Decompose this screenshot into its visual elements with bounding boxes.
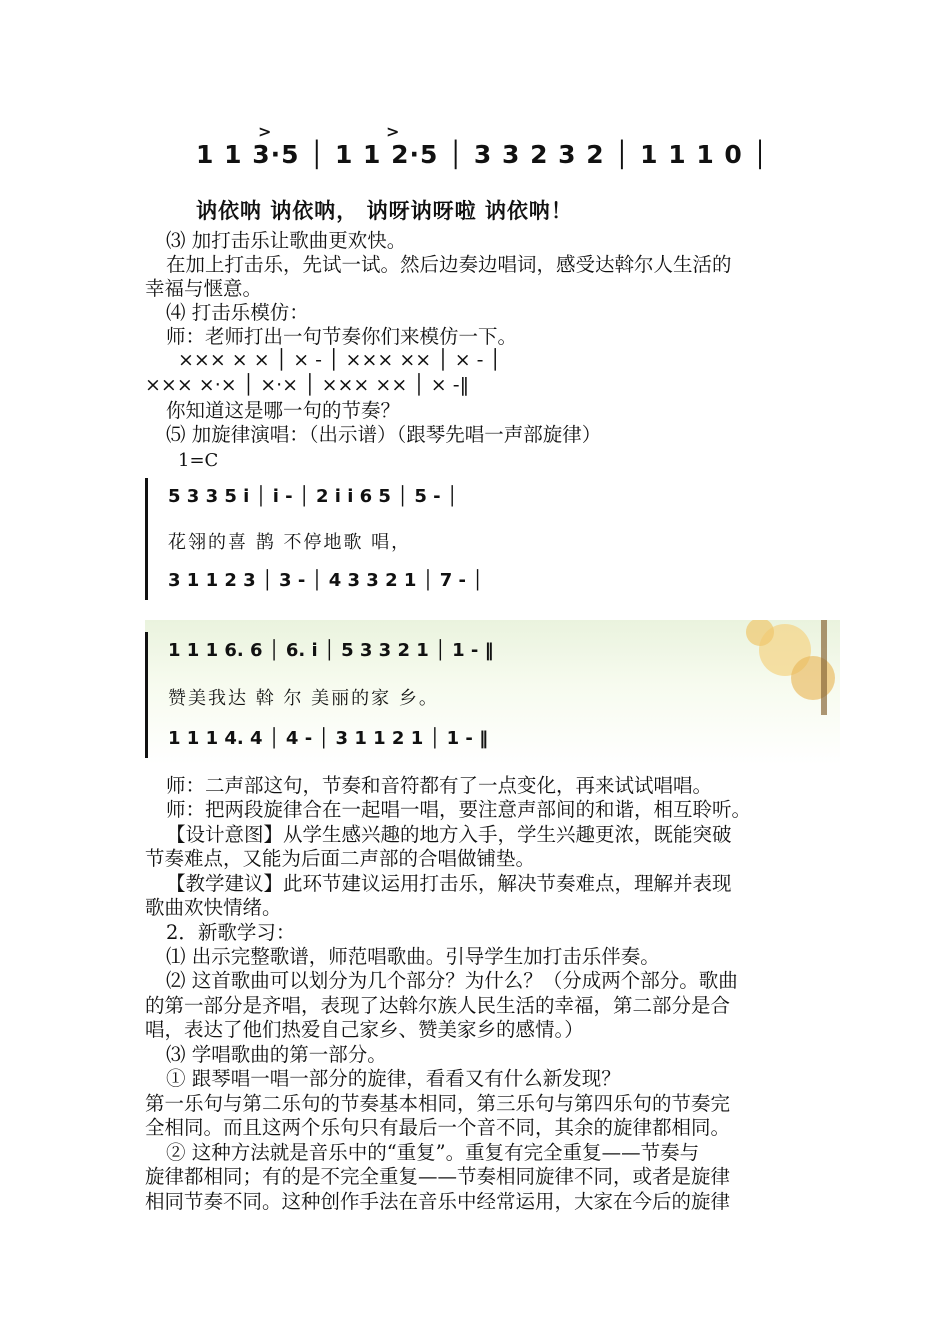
text-line: ⑵ 这首歌曲可以划分为几个部分？为什么？（分成两个部分。歌曲 [166,969,738,992]
system-bracket [145,478,158,600]
text-line: 【设计意图】从学生感兴趣的地方入手，学生兴趣更浓，既能突破 [166,823,732,846]
score-lyric: 花翎的喜 鹊 不停地歌 唱， [168,532,412,553]
system-bracket [145,632,158,758]
text-line: 歌曲欢快情绪。 [145,896,282,919]
text-line: ② 这种方法就是音乐中的“重复”。重复有完全重复——节奏与 [166,1141,700,1164]
text-line: ⑶ 学唱歌曲的第一部分。 [166,1043,387,1066]
text-line: 唱，表达了他们热爱自己家乡、赞美家乡的感情。） [145,1018,584,1041]
text-line: ⑴ 出示完整歌谱，师范唱歌曲。引导学生加打击乐伴奏。 [166,945,660,968]
text-line: 在加上打击乐，先试一试。然后边奏边唱词，感受达斡尔人生活的 [166,253,732,276]
text-line: 全相同。而且这两个乐句只有最后一个音不同，其余的旋律都相同。 [145,1116,731,1139]
score-lyric: 赞美我达 斡 尔 美丽的家 乡。 [168,688,439,709]
text-line: ⑷ 打击乐模仿： [166,301,309,324]
accent-mark: > [386,122,400,141]
text-line: ① 跟琴唱一唱一部分的旋律，看看又有什么新发现？ [166,1067,621,1090]
key-signature: 1=C [178,450,219,471]
score-lower-voice: 3 1 1 2 3 │ 3 - │ 4 3 3 2 1 │ 7 - │ [168,570,484,591]
rhythm-line-2: ××× ×·× │ ×·× │ ××× ×× │ × -‖ [145,374,470,396]
text-line: 师：二声部这句，节奏和音符都有了一点变化，再来试试唱唱。 [166,774,713,797]
text-line: 【教学建议】此环节建议运用打击乐，解决节奏难点，理解并表现 [166,872,732,895]
score-upper-voice: 1 1 1 6. 6 │ 6. i │ 5 3 3 2 1 │ 1 - ‖ [168,640,494,661]
text-line: 你知道这是哪一句的节奏？ [166,399,401,422]
accent-mark: > [258,122,272,141]
text-line: 旋律都相同；有的是不完全重复——节奏相同旋律不同，或者是旋律 [145,1165,731,1188]
top-melody-lyrics: 讷依呐 讷依呐， 讷呀讷呀啦 讷依呐！ [196,199,573,223]
score-lower-voice: 1 1 1 4. 4 │ 4 - │ 3 1 1 2 1 │ 1 - ‖ [168,728,489,749]
text-line: ⑶ 加打击乐让歌曲更欢快。 [166,229,407,252]
text-line: 第一乐句与第二乐句的节奏基本相同，第三乐句与第四乐句的节奏完 [145,1092,731,1115]
top-melody-notes: 1 1 3·5 │ 1 1 2·5 │ 3 3 2 3 2 │ 1 1 1 0 │ [196,140,769,169]
text-line: 的第一部分是齐唱，表现了达斡尔族人民生活的幸福，第二部分是合 [145,994,731,1017]
text-line: 相同节奏不同。这种创作手法在音乐中经常运用，大家在今后的旋律 [145,1190,731,1213]
score-upper-voice: 5 3 3 5 i │ i - │ 2 i i 6 5 │ 5 - │ [168,486,458,507]
text-line: 师：老师打出一句节奏你们来模仿一下。 [166,325,518,348]
text-line: 节奏难点，又能为后面二声部的合唱做铺垫。 [145,847,536,870]
text-line: ⑸ 加旋律演唱：（出示谱）（跟琴先唱一声部旋律） [166,423,602,446]
text-line: 幸福与惬意。 [145,277,263,300]
text-line: 2．新歌学习： [166,921,296,944]
rhythm-line-1: ××× × × │ × - │ ××× ×× │ × - │ [178,349,501,371]
text-line: 师：把两段旋律合在一起唱一唱，要注意声部间的和谐，相互聆听。 [166,798,752,821]
